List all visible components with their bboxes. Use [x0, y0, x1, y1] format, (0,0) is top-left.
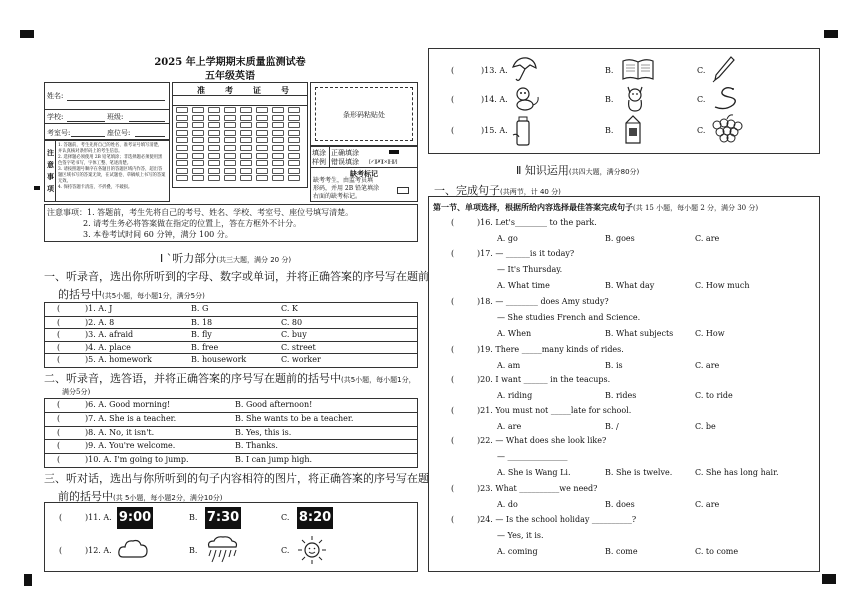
pen-icon — [711, 55, 735, 83]
admission-bubble[interactable] — [208, 160, 220, 166]
class-label: 班级: — [107, 113, 124, 121]
answer-paren[interactable]: ( — [57, 304, 61, 313]
question-line-2: — _______________ — [497, 452, 568, 461]
attention-item-3: 3. 请按照题号顺序在各题目的答题区域内作答，超出答题区域书写的答案无效，在试题卷、草稿纸上书写的答案无效。 — [58, 167, 166, 184]
admission-bubble[interactable] — [288, 122, 300, 128]
option-a: A. am — [497, 360, 521, 370]
admission-bubble[interactable] — [272, 160, 284, 166]
seat-line[interactable] — [135, 136, 165, 137]
option-c: C. are — [695, 360, 720, 370]
q1-option-a: )3. A. afraid — [85, 330, 134, 340]
admission-bubble[interactable] — [176, 145, 188, 151]
admission-bubble[interactable] — [272, 153, 284, 159]
admission-bubble[interactable] — [192, 130, 204, 136]
admission-bubble[interactable] — [240, 175, 252, 181]
q1-option-c: C. street — [281, 342, 316, 352]
admission-bubble[interactable] — [176, 153, 188, 159]
admission-bubble[interactable] — [256, 160, 268, 166]
admission-bubble[interactable] — [288, 160, 300, 166]
wrong-fill-samples: [✓][✗][×][-][/] — [369, 159, 397, 165]
admission-bubble[interactable] — [272, 107, 284, 113]
sample-label: 样例 — [312, 158, 326, 166]
absent-text-1: 缺考考生，由监考员填 — [313, 177, 374, 184]
option-c: C. to come — [695, 546, 739, 556]
q2-heading: 二、听录音，选答语，并将正确答案的序号写在题前的括号中(共5小题，每小题1分， — [44, 372, 416, 385]
clock-820: 8:20 — [297, 507, 333, 529]
admission-bubble[interactable] — [176, 122, 188, 128]
q2-note-2: 满分5分) — [62, 388, 91, 396]
admission-bubble[interactable] — [208, 107, 220, 113]
answer-paren[interactable]: ( — [451, 514, 455, 524]
notice-line-2: 2. 请考生务必将答案做在指定的位置上，答在方框外不计分。 — [83, 219, 302, 228]
admission-bubble[interactable] — [208, 115, 220, 121]
bubble-grid[interactable] — [176, 107, 304, 185]
umbrella-icon — [511, 55, 537, 83]
q1-option-b: B. free — [191, 342, 219, 352]
cat-icon — [621, 83, 649, 113]
clock-730: 7:30 — [205, 507, 241, 529]
q1-option-b: B. housework — [191, 355, 247, 365]
answer-paren[interactable]: ( — [57, 414, 61, 424]
admission-bubble[interactable] — [176, 175, 188, 181]
admission-bubble[interactable] — [192, 153, 204, 159]
answer-paren[interactable]: ( — [57, 400, 61, 409]
q1-option-a: )2. A. 8 — [85, 317, 115, 327]
option-b: B. She is twelve. — [605, 468, 673, 477]
admission-bubble[interactable] — [256, 115, 268, 121]
q1-option-c: C. 80 — [281, 317, 303, 327]
option-c: C. be — [695, 421, 716, 431]
absent-title: 缺考标记 — [350, 169, 378, 178]
q2-option-a: )10. A. I'm going to jump. — [85, 454, 189, 464]
admission-bubble[interactable] — [272, 175, 284, 181]
q1-table — [44, 302, 418, 368]
q12-paren: ( — [59, 546, 63, 555]
barcode-label: 条形码粘贴处 — [343, 111, 385, 119]
sunny-icon — [297, 535, 327, 565]
rainy-icon — [205, 535, 239, 563]
answer-paren[interactable]: ( — [57, 342, 61, 352]
admission-label-2: 考 — [225, 85, 233, 95]
q14-b: B. — [605, 95, 614, 104]
clock-900: 9:00 — [117, 507, 153, 529]
registration-mark-top-left — [20, 30, 34, 38]
option-a: A. When — [497, 328, 532, 338]
answer-paren[interactable]: ( — [451, 436, 455, 445]
q11-paren: ( — [59, 513, 63, 522]
q2-option-a: )6. A. Good morning! — [85, 400, 171, 409]
registration-mark-mid-left — [34, 186, 40, 190]
q1-heading-2: 的括号中(共5小题，每小题1分，满分5分) — [58, 288, 205, 301]
q12-c: C. — [281, 546, 290, 555]
q1-option-b: B. G — [191, 304, 209, 313]
admission-bubble[interactable] — [240, 137, 252, 143]
admission-number-grid[interactable] — [172, 82, 308, 188]
answer-paren[interactable]: ( — [57, 355, 61, 365]
admission-bubble[interactable] — [224, 175, 236, 181]
admission-bubble[interactable] — [192, 168, 204, 174]
admission-bubble[interactable] — [224, 130, 236, 136]
admission-bubble[interactable] — [240, 168, 252, 174]
correct-fill-label: 正确填涂 — [331, 149, 359, 157]
admission-label-3: 证 — [253, 85, 261, 95]
q2-option-b: B. Thanks. — [235, 441, 278, 451]
q2-option-b: B. Good afternoon! — [235, 400, 313, 409]
admission-bubble[interactable] — [256, 168, 268, 174]
q2-option-a: )9. A. You're welcome. — [85, 441, 176, 451]
admission-bubble[interactable] — [176, 168, 188, 174]
option-a: A. What time — [497, 280, 550, 290]
part2-title: Ⅱ 知识运用(共四大题，满分80分) — [516, 164, 640, 177]
mcq-box — [428, 196, 820, 572]
admission-bubble[interactable] — [224, 160, 236, 166]
q3-picture-box — [44, 502, 418, 572]
q2-option-a: )7. A. She is a teacher. — [85, 414, 177, 424]
admission-bubble[interactable] — [176, 115, 188, 121]
barcode-area — [310, 82, 418, 146]
fill-label: 填涂 — [312, 149, 326, 157]
q14-paren: ( — [451, 95, 455, 104]
wrong-fill-label: 错误填涂 — [331, 158, 359, 166]
admission-bubble[interactable] — [176, 107, 188, 113]
registration-mark-bottom-right — [822, 574, 836, 584]
question-stem: )18. — ________ does Amy study? — [477, 296, 609, 306]
admission-bubble[interactable] — [240, 153, 252, 159]
admission-label-4: 号 — [281, 85, 289, 95]
admission-bubble[interactable] — [224, 137, 236, 143]
option-b: B. is — [605, 360, 623, 370]
admission-bubble[interactable] — [208, 168, 220, 174]
q2-option-a: )8. A. No, it isn't. — [85, 427, 155, 437]
admission-bubble[interactable] — [256, 175, 268, 181]
q13-label: )13. A. — [481, 66, 508, 75]
admission-bubble[interactable] — [288, 145, 300, 151]
answer-paren[interactable]: ( — [451, 344, 455, 354]
answer-paren[interactable]: ( — [451, 375, 455, 384]
q3-heading: 三、听对话，选出与你所听到的句子内容相符的图片，将正确答案的序号写在题 — [44, 472, 429, 485]
admission-bubble[interactable] — [208, 145, 220, 151]
admission-bubble[interactable] — [224, 107, 236, 113]
admission-bubble[interactable] — [224, 122, 236, 128]
admission-bubble[interactable] — [272, 122, 284, 128]
admission-bubble[interactable] — [208, 137, 220, 143]
attention-char-1: 注 — [47, 148, 54, 157]
answer-paren[interactable]: ( — [451, 248, 455, 258]
admission-label-1: 准 — [197, 85, 205, 95]
attention-box — [44, 140, 170, 202]
admission-bubble[interactable] — [288, 137, 300, 143]
question-stem: )24. — Is the school holiday __________? — [477, 514, 637, 524]
absent-mark-box[interactable] — [397, 187, 409, 194]
admission-bubble[interactable] — [240, 122, 252, 128]
option-b: B. rides — [605, 391, 637, 400]
q1-option-a: )1. A. J — [85, 304, 113, 313]
admission-bubble[interactable] — [192, 115, 204, 121]
q12-label: )12. A. — [85, 546, 112, 555]
question-stem: )21. You must not _____late for school. — [477, 405, 632, 415]
question-stem: )16. Let's________ to the park. — [477, 218, 597, 227]
admission-bubble[interactable] — [288, 130, 300, 136]
q11-b: B. — [189, 513, 198, 522]
q1-option-c: C. worker — [281, 355, 321, 365]
question-line-2: — Yes, it is. — [497, 530, 544, 540]
admission-bubble[interactable] — [208, 122, 220, 128]
admission-bubble[interactable] — [208, 153, 220, 159]
option-b: B. goes — [605, 234, 635, 243]
option-c: C. are — [695, 500, 720, 509]
admission-bubble[interactable] — [288, 115, 300, 121]
answer-paren[interactable]: ( — [57, 427, 61, 437]
question-stem: )22. — What does she look like? — [477, 436, 607, 445]
name-line[interactable] — [67, 100, 165, 101]
absent-text-2: 形码，并用 2B 铅笔填涂 — [313, 185, 380, 192]
answer-paren[interactable]: ( — [451, 405, 455, 415]
option-a: A. coming — [497, 546, 538, 556]
option-b: B. does — [605, 500, 635, 509]
admission-bubble[interactable] — [192, 122, 204, 128]
answer-paren[interactable]: ( — [57, 330, 61, 340]
part1-title: Ⅰ ˋ听力部分(共三大题，满分 20 分) — [160, 252, 292, 265]
admission-bubble[interactable] — [240, 145, 252, 151]
notice-line-1: 注意事项：1. 答题前，考生先将自己的考号、姓名、学校、考室号、座位号填写清楚。 — [47, 208, 354, 217]
exam-subtitle: 五年级英语 — [205, 71, 255, 82]
q1-option-b: B. 18 — [191, 317, 213, 327]
q12-b: B. — [189, 546, 198, 555]
attention-char-2: 意 — [47, 160, 54, 169]
answer-paren[interactable]: ( — [451, 484, 455, 493]
q15-paren: ( — [451, 126, 455, 135]
water-bottle-icon — [511, 115, 537, 147]
option-c: C. How — [695, 328, 725, 338]
admission-bubble[interactable] — [208, 175, 220, 181]
admission-bubble[interactable] — [288, 168, 300, 174]
seat-label: 座位号: — [107, 129, 131, 137]
q15-b: B. — [605, 126, 614, 135]
admission-bubble[interactable] — [256, 145, 268, 151]
question-stem: )23. What __________we need? — [477, 484, 598, 493]
admission-bubble[interactable] — [288, 107, 300, 113]
correct-fill-sample — [389, 150, 399, 154]
notice-line-3: 3. 本卷考试时间 60 分钟，满分 100 分。 — [83, 230, 233, 239]
admission-bubble[interactable] — [176, 137, 188, 143]
admission-bubble[interactable] — [224, 145, 236, 151]
answer-paren[interactable]: ( — [57, 454, 61, 464]
admission-bubble[interactable] — [224, 115, 236, 121]
q2-option-b: B. Yes, this is. — [235, 427, 292, 437]
question-line-2: — She studies French and Science. — [497, 312, 641, 322]
q1-option-a: )4. A. place — [85, 342, 131, 352]
answer-paren[interactable]: ( — [451, 296, 455, 306]
admission-bubble[interactable] — [288, 153, 300, 159]
option-a: A. go — [497, 234, 518, 243]
admission-bubble[interactable] — [272, 115, 284, 121]
book-icon — [621, 57, 655, 81]
attention-char-3: 事 — [47, 172, 54, 181]
registration-mark-top-right — [824, 30, 838, 38]
question-stem: )20. I want ______ in the teacups. — [477, 375, 611, 384]
q2-row — [45, 453, 417, 469]
admission-bubble[interactable] — [192, 160, 204, 166]
admission-bubble[interactable] — [176, 160, 188, 166]
monkey-icon — [511, 85, 541, 113]
q11-label: )11. A. — [85, 513, 112, 522]
name-label: 姓名: — [47, 92, 64, 100]
grapes-icon — [709, 113, 745, 143]
admission-bubble[interactable] — [256, 107, 268, 113]
answer-paren[interactable]: ( — [451, 218, 455, 227]
right-picture-box — [428, 48, 820, 154]
option-b: B. come — [605, 546, 638, 556]
admission-bubble[interactable] — [224, 168, 236, 174]
q1-option-c: C. K — [281, 304, 298, 313]
admission-bubble[interactable] — [272, 168, 284, 174]
admission-bubble[interactable] — [240, 115, 252, 121]
q2-option-b: B. I can jump high. — [235, 454, 313, 464]
q13-b: B. — [605, 66, 614, 75]
school-line[interactable] — [67, 121, 105, 122]
option-b: B. What subjects — [605, 328, 674, 338]
absent-text-3: 右面的缺考标记。 — [313, 193, 362, 200]
option-b: B. What day — [605, 280, 655, 290]
question-stem: )17. — ______is it today? — [477, 248, 575, 258]
attention-item-4: 4. 保持答题卡清洁，不折叠，不破损。 — [58, 185, 133, 190]
q1-option-c: C. buy — [281, 330, 307, 340]
q15-label: )15. A. — [481, 126, 508, 135]
q1-option-b: B. fly — [191, 330, 212, 340]
attention-char-4: 项 — [47, 184, 54, 193]
answer-paren[interactable]: ( — [57, 317, 61, 327]
q2-table — [44, 398, 418, 468]
school-label: 学校: — [47, 113, 64, 121]
admission-bubble[interactable] — [176, 130, 188, 136]
admission-bubble[interactable] — [240, 107, 252, 113]
q2-option-b: B. She wants to be a teacher. — [235, 414, 354, 424]
option-c: C. She has long hair. — [695, 468, 779, 477]
q15-c: C. — [697, 126, 706, 135]
option-a: A. She is Wang Li. — [497, 468, 571, 477]
admission-bubble[interactable] — [272, 137, 284, 143]
attention-item-1: 1. 答题前，考生先将自己的姓名、准考证号填写清楚，并认真核对条形码上的考生信息。 — [58, 143, 163, 154]
admission-bubble[interactable] — [192, 145, 204, 151]
admission-bubble[interactable] — [240, 160, 252, 166]
option-b: B. / — [605, 421, 619, 431]
q14-label: )14. A. — [481, 95, 508, 104]
q3-heading-2: 前的括号中(共 5小题，每小题2分，满分10分) — [58, 490, 223, 503]
option-a: A. do — [497, 500, 518, 509]
admission-bubble[interactable] — [256, 137, 268, 143]
admission-bubble[interactable] — [256, 122, 268, 128]
admission-bubble[interactable] — [192, 107, 204, 113]
attention-item-2: 2. 选择题必须使用 2B 铅笔填涂；非选择题必须使用黑色签字笔书写，字体工整、笔迹清楚。 — [58, 155, 163, 166]
exam-room-label: 考室号: — [47, 129, 71, 137]
student-info-box — [44, 82, 170, 140]
admission-bubble[interactable] — [256, 153, 268, 159]
notice-box — [44, 204, 418, 242]
q13-c: C. — [697, 66, 706, 75]
q1-row — [45, 353, 417, 369]
admission-bubble[interactable] — [192, 137, 204, 143]
option-c: C. to ride — [695, 391, 733, 400]
option-c: C. are — [695, 234, 720, 243]
admission-bubble[interactable] — [224, 153, 236, 159]
exam-room-line[interactable] — [71, 136, 105, 137]
subsection-heading: 第一节、单项选择，根据所给内容选择最佳答案完成句子(共 15 小题，每小题 2 分，满分 30 分) — [433, 202, 759, 212]
q1-heading: 一、听录音，选出你所听到的字母、数字或单词，并将正确答案的序号写在题前 — [44, 270, 429, 283]
admission-bubble[interactable] — [272, 145, 284, 151]
fill-example-box — [310, 146, 418, 202]
answer-paren[interactable]: ( — [57, 441, 61, 451]
question-stem: )19. There _____many kinds of rides. — [477, 344, 624, 354]
section1-heading: 一、完成句子(共两节，计 40 分) — [434, 184, 561, 197]
admission-bubble[interactable] — [272, 130, 284, 136]
class-line[interactable] — [129, 121, 165, 122]
q1-option-a: )5. A. homework — [85, 355, 152, 365]
option-a: A. are — [497, 421, 522, 431]
snake-icon — [711, 85, 741, 111]
admission-bubble[interactable] — [288, 175, 300, 181]
admission-bubble[interactable] — [240, 130, 252, 136]
admission-bubble[interactable] — [192, 175, 204, 181]
admission-bubble[interactable] — [208, 130, 220, 136]
cloudy-icon — [117, 535, 149, 561]
question-line-2: — It's Thursday. — [497, 264, 563, 274]
q14-c: C. — [697, 95, 706, 104]
option-a: A. riding — [497, 391, 533, 400]
option-c: C. How much — [695, 280, 750, 290]
registration-mark-bottom-left — [24, 574, 32, 586]
q11-c: C. — [281, 513, 290, 522]
admission-bubble[interactable] — [256, 130, 268, 136]
milk-carton-icon — [621, 113, 645, 145]
q13-paren: ( — [451, 66, 455, 75]
exam-title: 2025 年上学期期末质量监测试卷 — [154, 57, 306, 68]
